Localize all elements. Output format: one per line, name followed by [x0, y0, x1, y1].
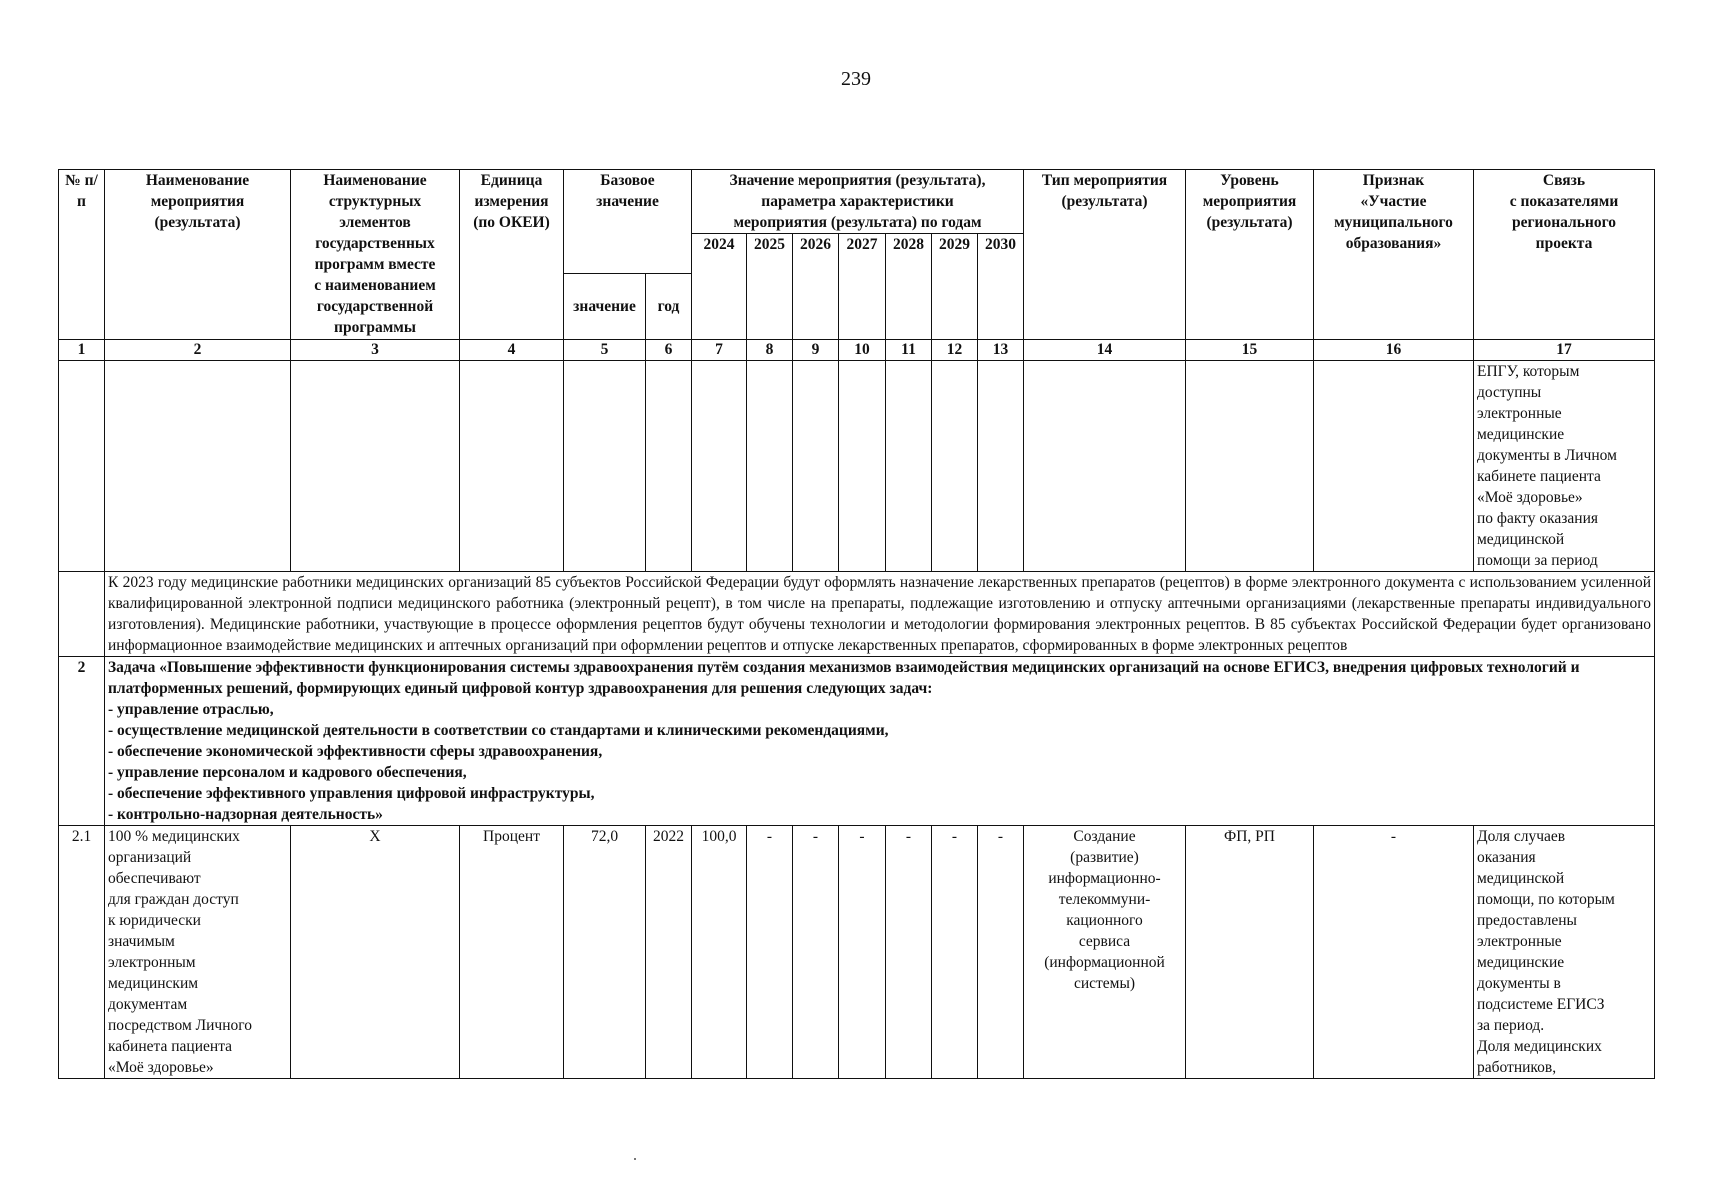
- column-number: 17: [1474, 340, 1655, 361]
- header-year-2029: 2029: [932, 234, 978, 340]
- column-number: 9: [793, 340, 839, 361]
- header-year-2027: 2027: [839, 234, 886, 340]
- empty-cell: [59, 572, 105, 657]
- task-number: 2: [59, 657, 105, 826]
- header-base-value-value: значение: [564, 274, 646, 340]
- header-activity-name: Наименование мероприятия (результата): [105, 170, 291, 340]
- activity-row-2-1: [59, 826, 1655, 1079]
- column-number: 12: [932, 340, 978, 361]
- activity-structural-elements: Х: [291, 826, 460, 1079]
- empty-cell: [105, 361, 291, 572]
- column-number: 1: [59, 340, 105, 361]
- empty-cell: [839, 361, 886, 572]
- activity-municipal-participation: -: [1314, 826, 1474, 1079]
- task-row: [59, 657, 1655, 826]
- empty-cell: [59, 361, 105, 572]
- column-number: 15: [1186, 340, 1314, 361]
- activity-unit: Процент: [460, 826, 564, 1079]
- header-activity-level: Уровень мероприятия (результата): [1186, 170, 1314, 340]
- header-base-value: Базовое значение: [564, 170, 692, 274]
- activity-regional-indicators-link: Доля случаев оказания медицинской помощи, по которым предоставлены электронные медицинские документы в подсистеме ЕГИСЗ за период. Доля медицинских работников,: [1474, 826, 1655, 1079]
- activity-base-year: 2022: [646, 826, 692, 1079]
- column-number: 4: [460, 340, 564, 361]
- empty-cell: [932, 361, 978, 572]
- activity-value-2027: -: [839, 826, 886, 1079]
- activity-base-value: 72,0: [564, 826, 646, 1079]
- activity-value-2025: -: [747, 826, 793, 1079]
- continuation-row: [59, 361, 1655, 572]
- empty-cell: [291, 361, 460, 572]
- column-number: 5: [564, 340, 646, 361]
- header-year-2024: 2024: [692, 234, 747, 340]
- column-number: 3: [291, 340, 460, 361]
- column-number: 7: [692, 340, 747, 361]
- scan-speck: [634, 1158, 636, 1160]
- column-number: 14: [1024, 340, 1186, 361]
- header-year-2030: 2030: [978, 234, 1024, 340]
- activity-name: 100 % медицинских организаций обеспечивают для граждан доступ к юридически значимым электронным медицинским документам посредством Личного кабинета пациента «Моё здоровье»: [105, 826, 291, 1079]
- activity-number: 2.1: [59, 826, 105, 1079]
- activity-level: ФП, РП: [1186, 826, 1314, 1079]
- regional-indicator-link-continuation: ЕПГУ, которым доступны электронные медицинские документы в Личном кабинете пациента «Моё здоровье» по факту оказания медицинской помощи за период: [1474, 361, 1655, 572]
- header-regional-indicators-link: Связь с показателями регионального проекта: [1474, 170, 1655, 340]
- header-activity-type: Тип мероприятия (результата): [1024, 170, 1186, 340]
- activity-value-2028: -: [886, 826, 932, 1079]
- empty-cell: [564, 361, 646, 572]
- activity-value-2026: -: [793, 826, 839, 1079]
- activity-value-2024: 100,0: [692, 826, 747, 1079]
- activities-table: [58, 169, 1655, 1079]
- empty-cell: [1024, 361, 1186, 572]
- column-numbers-row: [59, 340, 1655, 361]
- header-number: № п/п: [59, 170, 105, 340]
- header-year-2025: 2025: [747, 234, 793, 340]
- activity-value-2029: -: [932, 826, 978, 1079]
- header-base-value-year: год: [646, 274, 692, 340]
- header-row-1: [59, 170, 1655, 234]
- header-structural-elements: Наименование структурных элементов государственных программ вместе с наименованием государственной программы: [291, 170, 460, 340]
- header-year-2028: 2028: [886, 234, 932, 340]
- column-number: 13: [978, 340, 1024, 361]
- empty-cell: [793, 361, 839, 572]
- column-number: 8: [747, 340, 793, 361]
- column-number: 16: [1314, 340, 1474, 361]
- activity-value-2030: -: [978, 826, 1024, 1079]
- empty-cell: [1314, 361, 1474, 572]
- column-number: 10: [839, 340, 886, 361]
- empty-cell: [747, 361, 793, 572]
- empty-cell: [886, 361, 932, 572]
- header-values-by-year: Значение мероприятия (результата), параметра характеристики мероприятия (результата) по годам: [692, 170, 1024, 234]
- activity-type: Создание (развитие) информационно- телекоммуни- кационного сервиса (информационной системы): [1024, 826, 1186, 1079]
- task-description: Задача «Повышение эффективности функционирования системы здравоохранения путём создания механизмов взаимодействия медицинских организаций на основе ЕГИСЗ, внедрения цифровых технологий и платформенных решений, формирующих единый цифровой контур здравоохранения для решения следующих задач: - управление отраслью, - осуществление медицинской деятельности в соответствии со стандартами и клиническими рекомендациями, - обеспечение экономической эффективности сферы здравоохранения, - управление персоналом и кадрового обеспечения, - обеспечение эффективного управления цифровой инфраструктуры, - контрольно-надзорная деятельность»: [105, 657, 1655, 826]
- column-number: 6: [646, 340, 692, 361]
- column-number: 11: [886, 340, 932, 361]
- empty-cell: [646, 361, 692, 572]
- empty-cell: [460, 361, 564, 572]
- column-number: 2: [105, 340, 291, 361]
- header-year-2026: 2026: [793, 234, 839, 340]
- header-unit: Единица измерения (по ОКЕИ): [460, 170, 564, 340]
- header-municipal-participation: Признак «Участие муниципального образования»: [1314, 170, 1474, 340]
- empty-cell: [692, 361, 747, 572]
- empty-cell: [978, 361, 1024, 572]
- electronic-prescription-note: К 2023 году медицинские работники медицинских организаций 85 субъектов Российской Федерации будут оформлять назначение лекарственных препаратов (рецептов) в форме электронного документа с использованием усиленной квалифицированной электронной подписи медицинского работника (электронный рецепт), в том числе на препараты, подлежащие изготовлению и отпуску аптечными организациями (лекарственные препараты индивидуального изготовления). Медицинские работники, участвующие в процессе оформления рецептов будут обучены технологии и методологии формирования электронных рецептов. В 85 субъектах Российской Федерации будет организовано информационное взаимодействие медицинских и аптечных организаций при оформлении рецептов и отпуске лекарственных препаратов, сформированных в форме электронных рецептов: [105, 572, 1655, 657]
- page-number: 239: [841, 68, 871, 90]
- note-row: [59, 572, 1655, 657]
- empty-cell: [1186, 361, 1314, 572]
